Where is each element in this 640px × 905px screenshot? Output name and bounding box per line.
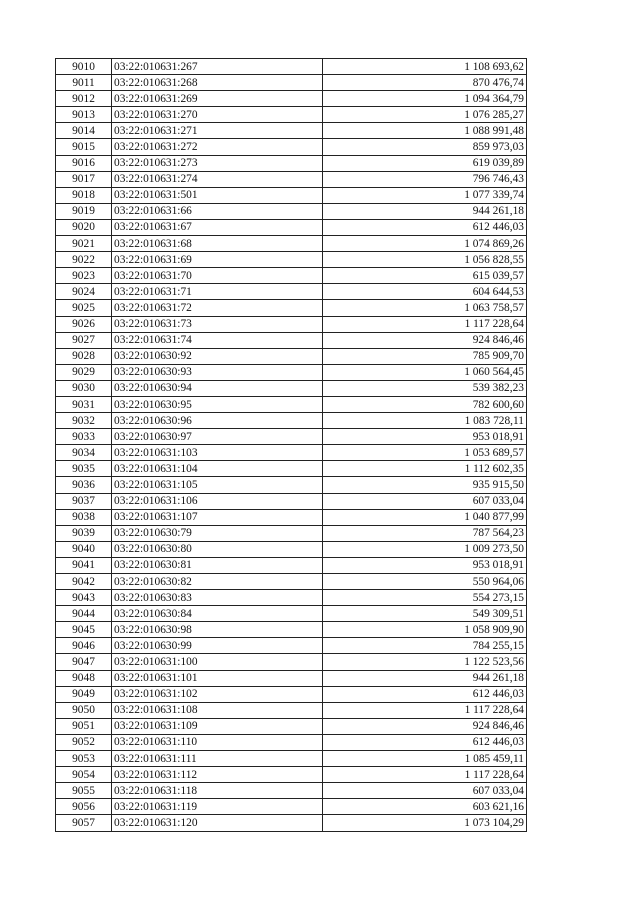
cadastral-value-cell: 1 117 228,64 [323,767,527,783]
cadastral-number-cell: 03:22:010631:66 [112,203,323,219]
row-number-cell: 9033 [56,429,112,445]
row-number-cell: 9015 [56,139,112,155]
row-number-cell: 9029 [56,364,112,380]
row-number-cell: 9020 [56,219,112,235]
table-row [56,413,527,429]
cadastral-value-cell: 1 076 285,27 [323,107,527,123]
row-number-cell: 9037 [56,493,112,509]
row-number-cell: 9050 [56,702,112,718]
table-row [56,557,527,573]
cadastral-value-cell: 953 018,91 [323,557,527,573]
cadastral-number-cell: 03:22:010631:69 [112,252,323,268]
cadastral-value-cell: 1 117 228,64 [323,316,527,332]
cadastral-value-cell: 1 094 364,79 [323,91,527,107]
row-number-cell: 9035 [56,461,112,477]
table-row [56,91,527,107]
cadastral-value-cell: 1 074 869,26 [323,236,527,252]
table-row [56,799,527,815]
cadastral-value-cell: 1 063 758,57 [323,300,527,316]
cadastral-value-cell: 612 446,03 [323,734,527,750]
row-number-cell: 9012 [56,91,112,107]
table-row [56,300,527,316]
cadastral-value-cell: 953 018,91 [323,429,527,445]
table-row [56,107,527,123]
table-row [56,622,527,638]
table-row [56,734,527,750]
cadastral-value-cell: 924 846,46 [323,718,527,734]
row-number-cell: 9019 [56,203,112,219]
cadastral-value-cell: 1 056 828,55 [323,252,527,268]
table-row [56,718,527,734]
row-number-cell: 9025 [56,300,112,316]
cadastral-number-cell: 03:22:010631:267 [112,59,323,75]
cadastral-number-cell: 03:22:010631:103 [112,445,323,461]
cadastral-value-cell: 603 621,16 [323,799,527,815]
table-row [56,702,527,718]
table-row [56,236,527,252]
row-number-cell: 9053 [56,751,112,767]
table-row [56,187,527,203]
table-row [56,670,527,686]
cadastral-number-cell: 03:22:010631:268 [112,75,323,91]
cadastral-number-cell: 03:22:010631:119 [112,799,323,815]
cadastral-number-cell: 03:22:010631:107 [112,509,323,525]
row-number-cell: 9034 [56,445,112,461]
cadastral-number-cell: 03:22:010631:270 [112,107,323,123]
table-row [56,348,527,364]
row-number-cell: 9041 [56,557,112,573]
row-number-cell: 9018 [56,187,112,203]
cadastral-number-cell: 03:22:010631:101 [112,670,323,686]
cadastral-value-cell: 549 309,51 [323,606,527,622]
cadastral-value-cell: 604 644,53 [323,284,527,300]
cadastral-value-cell: 1 085 459,11 [323,751,527,767]
cadastral-number-cell: 03:22:010631:273 [112,155,323,171]
table-row [56,445,527,461]
cadastral-value-cell: 615 039,57 [323,268,527,284]
cadastral-number-cell: 03:22:010631:118 [112,783,323,799]
row-number-cell: 9036 [56,477,112,493]
row-number-cell: 9042 [56,574,112,590]
cadastral-value-cell: 539 382,23 [323,380,527,396]
row-number-cell: 9014 [56,123,112,139]
cadastral-number-cell: 03:22:010630:97 [112,429,323,445]
table-row [56,219,527,235]
row-number-cell: 9021 [56,236,112,252]
cadastral-number-cell: 03:22:010631:67 [112,219,323,235]
cadastral-number-cell: 03:22:010630:83 [112,590,323,606]
table-row [56,638,527,654]
cadastral-value-cell: 1 088 991,48 [323,123,527,139]
table-row [56,316,527,332]
cadastral-number-cell: 03:22:010631:74 [112,332,323,348]
cadastral-number-cell: 03:22:010631:72 [112,300,323,316]
table-row [56,252,527,268]
cadastral-value-cell: 612 446,03 [323,219,527,235]
cadastral-value-cell: 782 600,60 [323,396,527,412]
cadastral-value-cell: 612 446,03 [323,686,527,702]
cadastral-value-cell: 607 033,04 [323,493,527,509]
row-number-cell: 9017 [56,171,112,187]
row-number-cell: 9028 [56,348,112,364]
cadastral-value-cell: 1 060 564,45 [323,364,527,380]
cadastral-number-cell: 03:22:010631:120 [112,815,323,831]
cadastral-number-cell: 03:22:010630:95 [112,396,323,412]
table-row [56,380,527,396]
row-number-cell: 9052 [56,734,112,750]
table-row [56,654,527,670]
cadastral-number-cell: 03:22:010631:108 [112,702,323,718]
cadastral-value-cell: 787 564,23 [323,525,527,541]
row-number-cell: 9055 [56,783,112,799]
table-row [56,429,527,445]
row-number-cell: 9057 [56,815,112,831]
table-row [56,541,527,557]
table-row [56,364,527,380]
cadastral-value-cell: 785 909,70 [323,348,527,364]
cadastral-number-cell: 03:22:010630:82 [112,574,323,590]
row-number-cell: 9039 [56,525,112,541]
table-row [56,606,527,622]
row-number-cell: 9040 [56,541,112,557]
table-row [56,75,527,91]
row-number-cell: 9046 [56,638,112,654]
row-number-cell: 9049 [56,686,112,702]
row-number-cell: 9038 [56,509,112,525]
table-row [56,461,527,477]
cadastral-value-table [55,58,527,832]
row-number-cell: 9051 [56,718,112,734]
cadastral-value-cell: 1 058 909,90 [323,622,527,638]
cadastral-number-cell: 03:22:010630:80 [112,541,323,557]
cadastral-value-cell: 1 053 689,57 [323,445,527,461]
row-number-cell: 9045 [56,622,112,638]
cadastral-number-cell: 03:22:010631:102 [112,686,323,702]
cadastral-value-cell: 554 273,15 [323,590,527,606]
cadastral-number-cell: 03:22:010631:106 [112,493,323,509]
row-number-cell: 9044 [56,606,112,622]
table-row [56,284,527,300]
row-number-cell: 9056 [56,799,112,815]
cadastral-number-cell: 03:22:010631:110 [112,734,323,750]
cadastral-value-cell: 935 915,50 [323,477,527,493]
cadastral-value-cell: 1 117 228,64 [323,702,527,718]
cadastral-number-cell: 03:22:010630:79 [112,525,323,541]
row-number-cell: 9026 [56,316,112,332]
cadastral-number-cell: 03:22:010631:70 [112,268,323,284]
cadastral-value-cell: 784 255,15 [323,638,527,654]
cadastral-number-cell: 03:22:010631:104 [112,461,323,477]
row-number-cell: 9023 [56,268,112,284]
cadastral-value-cell: 1 077 339,74 [323,187,527,203]
table-row [56,59,527,75]
cadastral-number-cell: 03:22:010631:271 [112,123,323,139]
row-number-cell: 9010 [56,59,112,75]
cadastral-number-cell: 03:22:010630:84 [112,606,323,622]
table-row [56,493,527,509]
cadastral-number-cell: 03:22:010631:100 [112,654,323,670]
table-row [56,139,527,155]
table-row [56,332,527,348]
cadastral-value-cell: 924 846,46 [323,332,527,348]
row-number-cell: 9030 [56,380,112,396]
cadastral-number-cell: 03:22:010630:94 [112,380,323,396]
table-row [56,155,527,171]
row-number-cell: 9032 [56,413,112,429]
cadastral-value-cell: 1 083 728,11 [323,413,527,429]
cadastral-value-cell: 1 040 877,99 [323,509,527,525]
table-row [56,590,527,606]
row-number-cell: 9011 [56,75,112,91]
cadastral-number-cell: 03:22:010631:111 [112,751,323,767]
cadastral-number-cell: 03:22:010631:71 [112,284,323,300]
table-row [56,686,527,702]
row-number-cell: 9054 [56,767,112,783]
row-number-cell: 9024 [56,284,112,300]
cadastral-number-cell: 03:22:010631:112 [112,767,323,783]
cadastral-value-cell: 1 108 693,62 [323,59,527,75]
table-row [56,268,527,284]
cadastral-number-cell: 03:22:010631:105 [112,477,323,493]
table-row [56,477,527,493]
table-row [56,171,527,187]
cadastral-number-cell: 03:22:010630:99 [112,638,323,654]
cadastral-number-cell: 03:22:010630:93 [112,364,323,380]
cadastral-value-cell: 1 122 523,56 [323,654,527,670]
cadastral-value-cell: 944 261,18 [323,203,527,219]
table-row [56,751,527,767]
cadastral-value-cell: 859 973,03 [323,139,527,155]
table-row [56,509,527,525]
table-body [56,59,527,832]
cadastral-value-cell: 619 039,89 [323,155,527,171]
cadastral-value-cell: 870 476,74 [323,75,527,91]
row-number-cell: 9043 [56,590,112,606]
row-number-cell: 9048 [56,670,112,686]
cadastral-number-cell: 03:22:010630:81 [112,557,323,573]
cadastral-number-cell: 03:22:010631:109 [112,718,323,734]
table-row [56,815,527,831]
cadastral-value-cell: 944 261,18 [323,670,527,686]
cadastral-number-cell: 03:22:010631:269 [112,91,323,107]
cadastral-number-cell: 03:22:010630:98 [112,622,323,638]
row-number-cell: 9016 [56,155,112,171]
row-number-cell: 9022 [56,252,112,268]
table-row [56,396,527,412]
cadastral-value-cell: 1 009 273,50 [323,541,527,557]
cadastral-number-cell: 03:22:010631:68 [112,236,323,252]
cadastral-value-cell: 550 964,06 [323,574,527,590]
table-row [56,783,527,799]
cadastral-number-cell: 03:22:010630:96 [112,413,323,429]
cadastral-number-cell: 03:22:010631:274 [112,171,323,187]
row-number-cell: 9047 [56,654,112,670]
row-number-cell: 9027 [56,332,112,348]
cadastral-number-cell: 03:22:010631:73 [112,316,323,332]
cadastral-number-cell: 03:22:010631:272 [112,139,323,155]
table-row [56,767,527,783]
row-number-cell: 9031 [56,396,112,412]
cadastral-value-cell: 1 073 104,29 [323,815,527,831]
cadastral-value-cell: 1 112 602,35 [323,461,527,477]
table-row [56,123,527,139]
cadastral-value-cell: 607 033,04 [323,783,527,799]
table-row [56,203,527,219]
cadastral-number-cell: 03:22:010631:501 [112,187,323,203]
cadastral-number-cell: 03:22:010630:92 [112,348,323,364]
table-row [56,574,527,590]
cadastral-value-cell: 796 746,43 [323,171,527,187]
table-row [56,525,527,541]
row-number-cell: 9013 [56,107,112,123]
